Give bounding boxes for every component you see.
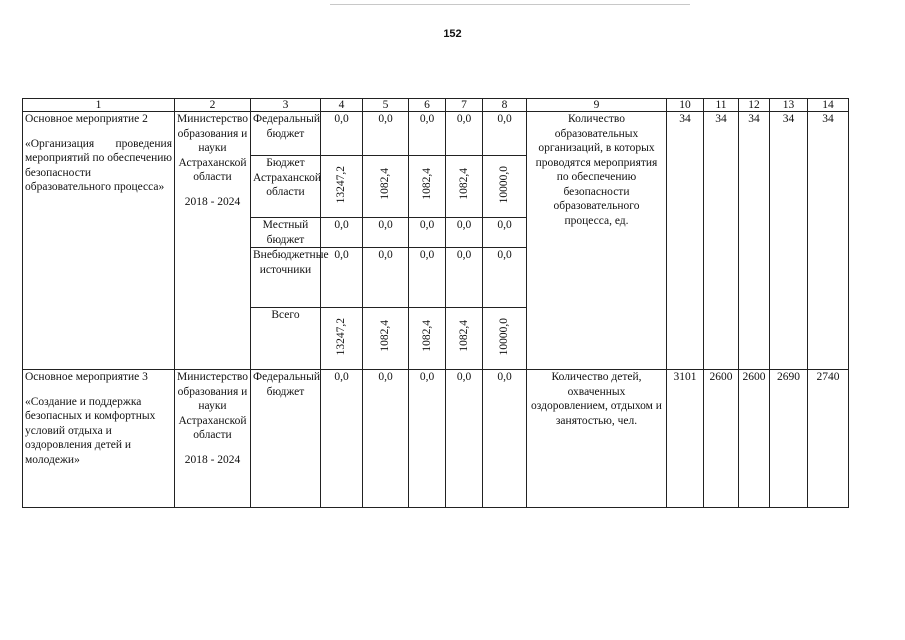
amount-cell: 0,0 — [363, 248, 409, 308]
amount-cell — [321, 156, 363, 218]
col-header: 3 — [251, 99, 321, 112]
amount-cell — [446, 156, 483, 218]
table-row — [23, 370, 849, 508]
amount-cell: 0,0 — [409, 112, 446, 156]
amount-value: 1082,4 — [379, 320, 392, 353]
target-cell: 34 — [739, 112, 770, 370]
amount-cell: 0,0 — [409, 248, 446, 308]
amount-cell — [446, 308, 483, 370]
event-name: Основное мероприятие 3 — [25, 371, 148, 383]
executor: Министерство образования и науки Астраханской области — [177, 113, 248, 183]
target-cell: 2740 — [808, 370, 849, 508]
amount-value: 1082,4 — [457, 320, 470, 353]
header-row — [23, 99, 849, 112]
target-cell: 34 — [667, 112, 704, 370]
col-header: 1 — [23, 99, 175, 112]
target-cell: 2600 — [739, 370, 770, 508]
top-rule — [330, 4, 690, 5]
target-cell: 2600 — [704, 370, 739, 508]
amount-value: 1082,4 — [379, 168, 392, 201]
amount-cell: 0,0 — [446, 218, 483, 248]
amount-value: 13247,2 — [335, 317, 348, 355]
page-number: 152 — [443, 28, 462, 40]
event-name-cell — [23, 112, 175, 370]
source-label: Внебюджетные источники — [251, 248, 321, 308]
target-cell: 2690 — [770, 370, 808, 508]
target-cell: 34 — [770, 112, 808, 370]
amount-cell: 0,0 — [409, 218, 446, 248]
col-header: 14 — [808, 99, 849, 112]
amount-cell — [409, 308, 446, 370]
amount-cell — [321, 308, 363, 370]
event-name-cell — [23, 370, 175, 508]
amount-value: 1082,4 — [420, 168, 433, 201]
amount-cell — [483, 156, 527, 218]
col-header: 12 — [739, 99, 770, 112]
col-header: 13 — [770, 99, 808, 112]
executor: Министерство образования и науки Астраханской области — [177, 371, 248, 441]
source-label: Бюджет Астраханской области — [251, 156, 321, 218]
amount-cell: 0,0 — [483, 112, 527, 156]
amount-cell: 0,0 — [363, 370, 409, 508]
event-description: «Создание и поддержка безопасных и комфортных условий отдыха и оздоровления детей и молодежи» — [25, 395, 156, 466]
period: 2018 - 2024 — [184, 453, 241, 466]
amount-cell — [409, 156, 446, 218]
col-header: 4 — [321, 99, 363, 112]
amount-cell: 0,0 — [363, 112, 409, 156]
amount-cell — [363, 308, 409, 370]
event-name: Основное мероприятие 2 — [25, 113, 148, 125]
program-table — [22, 98, 849, 508]
amount-value: 10000,0 — [498, 317, 511, 355]
amount-cell: 0,0 — [321, 248, 363, 308]
amount-cell: 0,0 — [483, 218, 527, 248]
source-label: Федеральный бюджет — [251, 370, 321, 508]
source-label: Федеральный бюджет — [251, 112, 321, 156]
amount-cell: 0,0 — [483, 248, 527, 308]
executor-cell — [175, 370, 251, 508]
amount-cell: 0,0 — [446, 248, 483, 308]
target-cell: 3101 — [667, 370, 704, 508]
table-row — [23, 112, 849, 156]
target-cell: 34 — [704, 112, 739, 370]
period: 2018 - 2024 — [184, 195, 241, 208]
amount-cell: 0,0 — [321, 112, 363, 156]
amount-value: 1082,4 — [457, 168, 470, 201]
source-label: Местный бюджет — [251, 218, 321, 248]
amount-value: 10000,0 — [498, 165, 511, 203]
amount-cell: 0,0 — [321, 218, 363, 248]
amount-cell — [363, 156, 409, 218]
col-header: 2 — [175, 99, 251, 112]
col-header: 7 — [446, 99, 483, 112]
amount-cell: 0,0 — [483, 370, 527, 508]
amount-cell: 0,0 — [363, 218, 409, 248]
col-header: 11 — [704, 99, 739, 112]
amount-cell: 0,0 — [446, 370, 483, 508]
amount-cell: 0,0 — [446, 112, 483, 156]
col-header: 6 — [409, 99, 446, 112]
amount-value: 1082,4 — [420, 320, 433, 353]
indicator-cell: Количество детей, охваченных оздоровлением, отдыхом и занятостью, чел. — [527, 370, 667, 508]
indicator-cell: Количество образовательных организаций, в которых проводятся мероприятия по обеспечению безопасности образовательного процесса, ед. — [527, 112, 667, 370]
col-header: 8 — [483, 99, 527, 112]
executor-cell — [175, 112, 251, 370]
target-cell: 34 — [808, 112, 849, 370]
event-description: «Организация проведения мероприятий по обеспечению безопасности образовательного процесса» — [25, 137, 172, 193]
source-label: Всего — [251, 308, 321, 370]
amount-cell — [483, 308, 527, 370]
col-header: 5 — [363, 99, 409, 112]
col-header: 10 — [667, 99, 704, 112]
amount-cell: 0,0 — [321, 370, 363, 508]
col-header: 9 — [527, 99, 667, 112]
amount-value: 13247,2 — [335, 165, 348, 203]
amount-cell: 0,0 — [409, 370, 446, 508]
